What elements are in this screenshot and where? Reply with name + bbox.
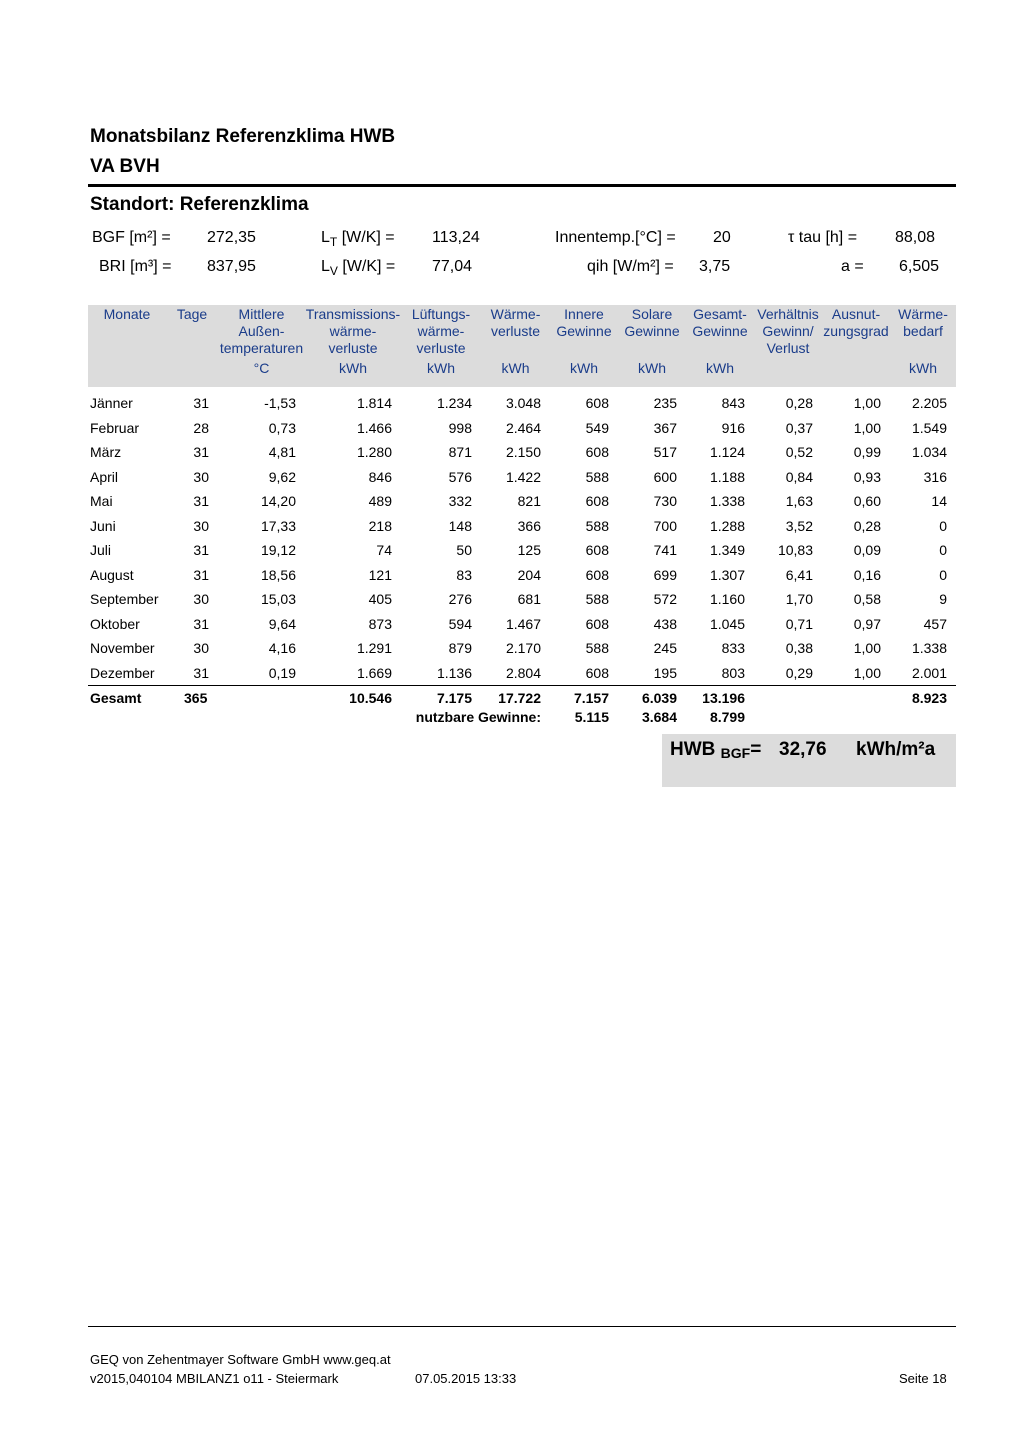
table-cell: 1.234: [436, 395, 472, 412]
table-cell: 366: [517, 517, 541, 534]
table-cell: 0,73: [268, 419, 296, 436]
table-cell: 608: [585, 566, 609, 583]
total-cell: 365: [166, 686, 218, 710]
column-unit: [88, 358, 166, 387]
table-cell: 0,84: [785, 468, 813, 485]
table-cell: 14: [931, 493, 947, 510]
table-cell: 28: [193, 419, 209, 436]
table-cell: 0: [939, 542, 947, 559]
table-cell: Juli: [90, 542, 112, 559]
innentemp-value: 20: [713, 229, 731, 246]
table-cell: 31: [193, 395, 209, 412]
table-cell: 31: [193, 664, 209, 681]
total-cell: [754, 686, 822, 710]
table-cell: 457: [923, 615, 947, 632]
table-cell: 367: [653, 419, 677, 436]
table-cell: 0,52: [785, 444, 813, 461]
total-cell: 13.196: [686, 686, 754, 710]
table-cell: 2.001: [911, 664, 947, 681]
column-unit: [754, 358, 822, 387]
table-cell: 1.307: [709, 566, 745, 583]
table-cell: 0,37: [785, 419, 813, 436]
table-cell: 0,19: [268, 664, 296, 681]
hwb-unit: kWh/m²a: [856, 739, 936, 760]
table-cell: 204: [517, 566, 541, 583]
total-cell: 7.157: [550, 686, 618, 710]
total-cell: 6.039: [618, 686, 686, 710]
table-cell: 1.349: [709, 542, 745, 559]
table-cell: 594: [448, 615, 472, 632]
table-cell: 30: [193, 591, 209, 608]
table-cell: 74: [376, 542, 392, 559]
table-cell: 608: [585, 444, 609, 461]
tau-label: τ tau [h] =: [788, 229, 858, 246]
table-cell: 517: [653, 444, 677, 461]
table-cell: 2.205: [911, 395, 947, 412]
bri-label: BRI [m³] =: [99, 258, 172, 275]
footer-company: GEQ von Zehentmayer Software GmbH www.geq.at: [90, 1352, 391, 1367]
table-cell: 588: [585, 591, 609, 608]
table-cell: 608: [585, 493, 609, 510]
table-cell: 405: [368, 591, 392, 608]
table-row: [88, 538, 956, 563]
table-cell: 1.045: [709, 615, 745, 632]
table-cell: 803: [721, 664, 745, 681]
table-cell: 30: [193, 640, 209, 657]
table-cell: 588: [585, 517, 609, 534]
table-cell: 31: [193, 566, 209, 583]
a-value: 6,505: [899, 258, 940, 275]
table-cell: 0,97: [853, 615, 881, 632]
table-cell: 871: [448, 444, 472, 461]
table-cell: 572: [653, 591, 677, 608]
bgf-value: 272,35: [207, 229, 256, 246]
table-row: [88, 416, 956, 441]
table-cell: 1.669: [356, 664, 392, 681]
table-row: [88, 514, 956, 539]
table-cell: 833: [721, 640, 745, 657]
table-cell: 1.160: [709, 591, 745, 608]
table-cell: 2.150: [505, 444, 541, 461]
table-cell: 843: [721, 395, 745, 412]
table-cell: 19,12: [260, 542, 296, 559]
table-row: [88, 489, 956, 514]
column-unit: kWh: [618, 358, 686, 387]
table-cell: 235: [653, 395, 677, 412]
table-cell: 2.464: [505, 419, 541, 436]
table-cell: 316: [923, 468, 947, 485]
table-cell: 1.291: [356, 640, 392, 657]
column-unit: kWh: [481, 358, 550, 387]
usable-gains-row: [88, 709, 956, 726]
report-title: Monatsbilanz Referenzklima HWB: [90, 126, 396, 147]
footer-page-number: Seite 18: [899, 1371, 947, 1386]
report-subtitle: VA BVH: [90, 156, 160, 177]
table-cell: 608: [585, 395, 609, 412]
innentemp-label: Innentemp.[°C] =: [555, 229, 676, 246]
footer-rule: [88, 1326, 956, 1327]
table-cell: 0,28: [785, 395, 813, 412]
column-header: Solare Gewinne: [618, 305, 686, 358]
table-cell: 2.804: [505, 664, 541, 681]
table-cell: 1.814: [356, 395, 392, 412]
table-cell: 121: [368, 566, 392, 583]
column-unit: °C: [218, 358, 305, 387]
table-row: [88, 612, 956, 637]
location-heading: Standort: Referenzklima: [90, 194, 309, 215]
table-cell: 1.188: [709, 468, 745, 485]
qih-value: 3,75: [699, 258, 731, 275]
a-label: a =: [841, 258, 864, 275]
table-row: [88, 465, 956, 490]
table-cell: 0,93: [853, 468, 881, 485]
table-cell: 4,81: [268, 444, 296, 461]
table-cell: 1.034: [911, 444, 947, 461]
table-cell: Mai: [90, 493, 113, 510]
lv-label: $L_V$ [W/K] =: [321, 258, 396, 279]
total-cell: 7.175: [401, 686, 481, 710]
table-cell: 1.467: [505, 615, 541, 632]
table-cell: 1,63: [785, 493, 813, 510]
table-cell: 31: [193, 615, 209, 632]
table-cell: 31: [193, 542, 209, 559]
usable-gains-value: 8.799: [709, 709, 745, 725]
table-cell: 148: [448, 517, 472, 534]
table-cell: 489: [368, 493, 392, 510]
table-cell: 846: [368, 468, 392, 485]
table-cell: 0,38: [785, 640, 813, 657]
table-cell: 50: [456, 542, 472, 559]
column-header: Innere Gewinne: [550, 305, 618, 358]
table-cell: 1,00: [853, 395, 881, 412]
footer-datetime: 07.05.2015 13:33: [415, 1371, 517, 1386]
table-cell: 6,41: [785, 566, 813, 583]
total-cell: 17.722: [481, 686, 550, 710]
table-cell: 879: [448, 640, 472, 657]
tau-value: 88,08: [895, 229, 936, 246]
column-header: Tage: [166, 305, 218, 358]
table-cell: 14,20: [260, 493, 296, 510]
table-cell: 998: [448, 419, 472, 436]
table-row: [88, 391, 956, 416]
table-cell: Februar: [90, 419, 140, 436]
table-cell: 18,56: [260, 566, 296, 583]
table-cell: 1.338: [709, 493, 745, 510]
table-cell: 821: [517, 493, 541, 510]
table-cell: März: [90, 444, 122, 461]
lt-label: $L_T$ [W/K] =: [321, 229, 395, 250]
table-cell: 608: [585, 664, 609, 681]
table-cell: Oktober: [90, 615, 140, 632]
table-unit-row: [88, 358, 956, 387]
table-cell: 245: [653, 640, 677, 657]
column-header: Mittlere Außen- temperaturen: [219, 306, 304, 356]
table-cell: 600: [653, 468, 677, 485]
usable-gains-value: 5.115: [574, 709, 609, 725]
table-cell: 1,70: [785, 591, 813, 608]
table-cell: 576: [448, 468, 472, 485]
table-cell: November: [90, 640, 155, 657]
table-cell: 916: [721, 419, 745, 436]
column-unit: [822, 358, 890, 387]
table-cell: 1.466: [356, 419, 392, 436]
bgf-label: BGF [m²] =: [92, 229, 171, 246]
bri-value: 837,95: [207, 258, 256, 275]
table-cell: 15,03: [260, 591, 296, 608]
footer-version: v2015,040104 MBILANZ1 o11 - Steiermark: [90, 1371, 339, 1386]
table-cell: 1.280: [356, 444, 392, 461]
table-cell: 1,00: [853, 419, 881, 436]
qih-label: qih [W/m²] =: [587, 258, 674, 275]
table-cell: 0,29: [785, 664, 813, 681]
table-cell: 0,71: [785, 615, 813, 632]
column-unit: kWh: [890, 358, 956, 387]
table-cell: 1,00: [853, 640, 881, 657]
table-row: [88, 563, 956, 588]
table-cell: 608: [585, 615, 609, 632]
hwb-value: 32,76: [779, 739, 827, 760]
table-cell: 218: [368, 517, 392, 534]
table-cell: 730: [653, 493, 677, 510]
table-cell: 0: [939, 566, 947, 583]
table-cell: April: [90, 468, 119, 485]
column-unit: kWh: [686, 358, 754, 387]
table-cell: Jänner: [90, 395, 133, 412]
total-row: [88, 686, 956, 710]
table-cell: 0,99: [853, 444, 881, 461]
table-cell: 1.124: [709, 444, 745, 461]
table-cell: 549: [585, 419, 609, 436]
column-header: Verhältnis Gewinn/ Verlust: [754, 305, 822, 358]
table-cell: 10,83: [777, 542, 813, 559]
table-cell: 0,28: [853, 517, 881, 534]
total-cell: 10.546: [305, 686, 401, 710]
column-header: Gesamt- Gewinne: [686, 305, 754, 358]
column-header: Wärme- bedarf: [890, 305, 956, 358]
total-cell: 8.923: [890, 686, 956, 710]
table-cell: 30: [193, 468, 209, 485]
table-cell: 0,60: [853, 493, 881, 510]
table-cell: 31: [193, 493, 209, 510]
table-cell: 438: [653, 615, 677, 632]
table-cell: 0,58: [853, 591, 881, 608]
column-unit: kWh: [401, 358, 481, 387]
table-cell: 3.048: [505, 395, 541, 412]
table-cell: -1,53: [264, 395, 296, 412]
table-cell: 125: [517, 542, 541, 559]
table-cell: 608: [585, 542, 609, 559]
table-cell: 681: [517, 591, 541, 608]
total-cell: [822, 686, 890, 710]
table-cell: 741: [653, 542, 677, 559]
table-cell: 4,16: [268, 640, 296, 657]
column-header: Wärme- verluste: [481, 305, 550, 358]
table-cell: 3,52: [785, 517, 813, 534]
usable-gains-value: 3.684: [641, 709, 677, 725]
table-cell: Juni: [90, 517, 116, 534]
table-cell: 0,09: [853, 542, 881, 559]
lt-value: 113,24: [432, 229, 480, 246]
column-header: Ausnut- zungsgrad: [822, 305, 890, 358]
top-rule: [88, 184, 956, 187]
monthly-balance-table: [88, 305, 956, 726]
table-cell: 588: [585, 640, 609, 657]
table-row: [88, 636, 956, 661]
table-cell: 83: [456, 566, 472, 583]
table-cell: 17,33: [260, 517, 296, 534]
table-cell: 9,64: [268, 615, 296, 632]
table-cell: 9,62: [268, 468, 296, 485]
table-row: [88, 661, 956, 686]
column-unit: kWh: [305, 358, 401, 387]
table-cell: 1.338: [911, 640, 947, 657]
column-unit: [166, 358, 218, 387]
usable-gains-label: nutzbare Gewinne:: [415, 709, 541, 725]
table-cell: 1.136: [436, 664, 472, 681]
table-cell: 700: [653, 517, 677, 534]
table-cell: 1.422: [505, 468, 541, 485]
column-unit: kWh: [550, 358, 618, 387]
table-cell: 30: [193, 517, 209, 534]
table-cell: 0,16: [853, 566, 881, 583]
table-cell: 31: [193, 444, 209, 461]
table-cell: 195: [653, 664, 677, 681]
table-row: [88, 440, 956, 465]
table-cell: 873: [368, 615, 392, 632]
hwb-label: HWB $_{BGF}$=: [670, 739, 762, 761]
column-header: Monate: [88, 305, 166, 358]
table-cell: 0: [939, 517, 947, 534]
table-cell: 276: [448, 591, 472, 608]
column-header: Transmissions- wärme- verluste: [305, 306, 401, 356]
lv-value: 77,04: [432, 258, 473, 275]
table-cell: 9: [939, 591, 947, 608]
table-cell: 1.549: [911, 419, 947, 436]
table-cell: 332: [448, 493, 472, 510]
table-cell: 699: [653, 566, 677, 583]
table-cell: 1.288: [709, 517, 745, 534]
table-cell: September: [90, 591, 159, 608]
table-header-row: [88, 305, 956, 358]
total-cell: [218, 686, 305, 710]
column-header: Lüftungs- wärme- verluste: [401, 305, 481, 358]
table-row: [88, 587, 956, 612]
total-cell: Gesamt: [88, 686, 166, 710]
table-cell: August: [90, 566, 134, 583]
table-cell: Dezember: [90, 664, 155, 681]
table-cell: 2.170: [505, 640, 541, 657]
table-cell: 588: [585, 468, 609, 485]
table-cell: 1,00: [853, 664, 881, 681]
